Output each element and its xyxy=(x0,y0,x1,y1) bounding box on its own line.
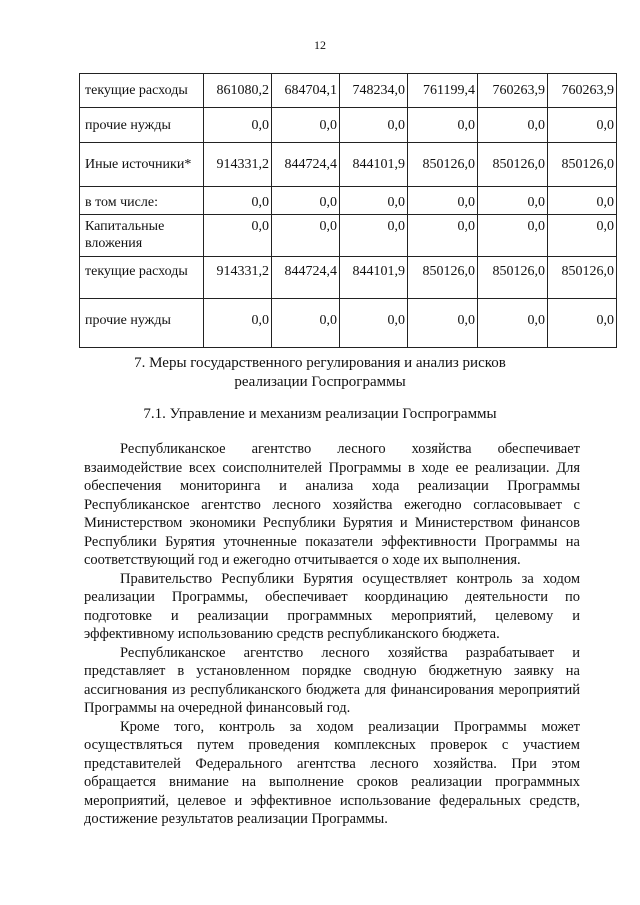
table-cell: 850126,0 xyxy=(408,257,478,299)
table-row xyxy=(80,74,617,108)
section-heading-line: реализации Госпрограммы xyxy=(234,374,406,390)
table-cell: 850126,0 xyxy=(478,143,548,187)
section-heading xyxy=(0,354,640,392)
row-label: Иные источники* xyxy=(80,143,204,187)
table-row xyxy=(80,299,617,348)
table-row xyxy=(80,215,617,257)
table-cell: 0,0 xyxy=(272,187,340,215)
table-cell: 0,0 xyxy=(478,108,548,143)
row-label: в том числе: xyxy=(80,187,204,215)
table-cell: 844724,4 xyxy=(272,143,340,187)
row-label: Капитальные вложения xyxy=(80,215,204,257)
paragraph: Кроме того, контроль за ходом реализации Программы может осуществляться путем проведения комплексных проверок с участием представителей Федерального агентства лесного хозяйства. При этом обращается внимание на выполнение сроков реализации программных мероприятий, целевое и эффективное использование федеральных средств, достижение результатов реализации Программы. xyxy=(84,718,580,827)
table-cell: 0,0 xyxy=(340,299,408,348)
table-cell: 0,0 xyxy=(204,299,272,348)
table-cell: 0,0 xyxy=(478,187,548,215)
table-cell: 0,0 xyxy=(340,215,408,257)
body-text xyxy=(84,440,580,829)
table-cell: 850126,0 xyxy=(478,257,548,299)
table-row xyxy=(80,143,617,187)
table-cell: 0,0 xyxy=(408,299,478,348)
table-cell: 0,0 xyxy=(548,108,617,143)
table-cell: 760263,9 xyxy=(478,74,548,108)
table-row xyxy=(80,257,617,299)
row-label: прочие нужды xyxy=(80,108,204,143)
page-number: 12 xyxy=(314,38,326,52)
table-cell: 844724,4 xyxy=(272,257,340,299)
table-row xyxy=(80,108,617,143)
budget-table xyxy=(79,73,617,348)
table-row xyxy=(80,187,617,215)
table-cell: 761199,4 xyxy=(408,74,478,108)
subsection-heading: 7.1. Управление и механизм реализации Госпрограммы xyxy=(143,406,497,422)
table-cell: 748234,0 xyxy=(340,74,408,108)
table-cell: 850126,0 xyxy=(548,257,617,299)
table-cell: 0,0 xyxy=(548,187,617,215)
table-cell: 0,0 xyxy=(408,108,478,143)
table-cell: 0,0 xyxy=(204,215,272,257)
table-cell: 0,0 xyxy=(408,187,478,215)
table-cell: 844101,9 xyxy=(340,143,408,187)
row-label: прочие нужды xyxy=(80,299,204,348)
table-cell: 850126,0 xyxy=(548,143,617,187)
section-heading-line: 7. Меры государственного регулирования и анализ рисков xyxy=(134,355,506,371)
row-label: текущие расходы xyxy=(80,257,204,299)
table-cell: 0,0 xyxy=(548,299,617,348)
table-cell: 844101,9 xyxy=(340,257,408,299)
paragraph: Республиканское агентство лесного хозяйства разрабатывает и представляет в установленном порядке сводную бюджетную заявку на ассигнования из республиканского бюджета для финансирования мероприятий Программы на очередной финансовый год. xyxy=(84,644,580,716)
table-cell: 0,0 xyxy=(272,108,340,143)
table-cell: 0,0 xyxy=(272,215,340,257)
table-cell: 684704,1 xyxy=(272,74,340,108)
paragraph: Правительство Республики Бурятия осуществляет контроль за ходом реализации Программы, обеспечивает координацию деятельности по подготовке и реализации программных мероприятий, целевому и эффективному использованию средств республиканского бюджета. xyxy=(84,570,580,642)
row-label: текущие расходы xyxy=(80,74,204,108)
table-cell: 914331,2 xyxy=(204,143,272,187)
table-cell: 914331,2 xyxy=(204,257,272,299)
table-cell: 0,0 xyxy=(548,215,617,257)
table-cell: 0,0 xyxy=(272,299,340,348)
paragraph: Республиканское агентство лесного хозяйства обеспечивает взаимодействие всех соисполнителей Программы в ходе ее реализации. Для обеспечения мониторинга и анализа хода реализации Программы Республиканское агентство лесного хозяйства ежегодно согласовывает с Министерством экономики Республики Бурятия и Министерством финансов Республики Бурятия уточненные показатели эффективности Программы на соответствующий год и ежегодно отчитывается о ходе их выполнения. xyxy=(84,441,580,568)
table-cell: 0,0 xyxy=(204,187,272,215)
table-cell: 0,0 xyxy=(478,299,548,348)
table-cell: 0,0 xyxy=(340,108,408,143)
table-cell: 850126,0 xyxy=(408,143,478,187)
table-cell: 0,0 xyxy=(340,187,408,215)
table-cell: 0,0 xyxy=(204,108,272,143)
table-cell: 0,0 xyxy=(478,215,548,257)
table-cell: 0,0 xyxy=(408,215,478,257)
table-cell: 861080,2 xyxy=(204,74,272,108)
table-cell: 760263,9 xyxy=(548,74,617,108)
